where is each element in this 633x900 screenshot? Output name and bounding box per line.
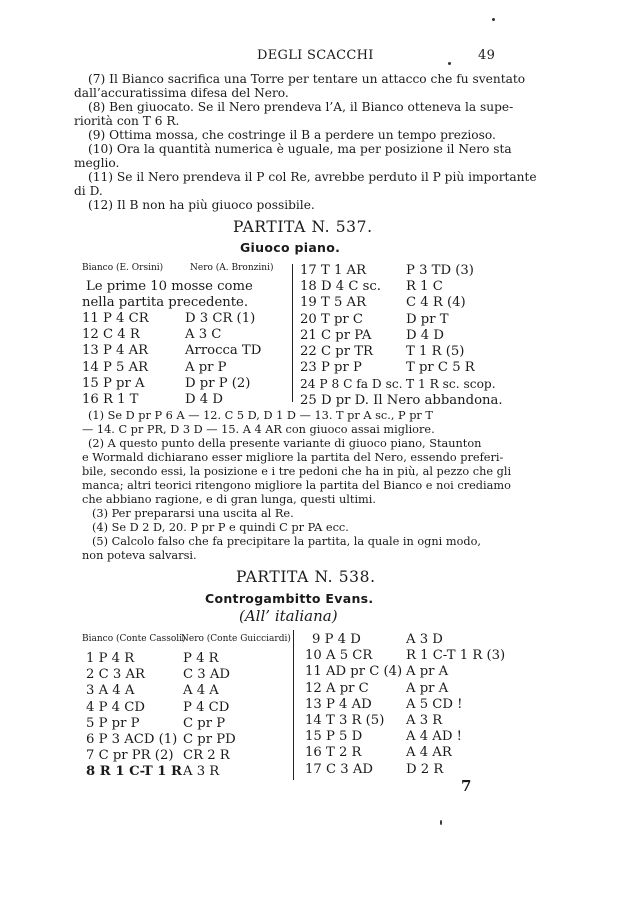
game-537-title: PARTITA N. 537. xyxy=(233,218,373,236)
black-move: A 4 AR xyxy=(406,745,452,761)
signature-mark: 7 xyxy=(461,777,472,795)
black-move: C 4 R (4) xyxy=(406,295,466,311)
black-move: A pr P xyxy=(185,359,227,375)
white-move: 15 P 5 D xyxy=(305,729,363,745)
ink-speck xyxy=(492,18,495,21)
black-move: T 1 R (5) xyxy=(406,343,465,359)
game-538-title: PARTITA N. 538. xyxy=(236,568,376,586)
note-537-1a: (1) Se D pr P 6 A — 12. C 5 D, D 1 D — 13. T pr A sc., P pr T xyxy=(88,409,433,422)
white-move: 22 C pr TR xyxy=(300,343,373,359)
black-move: C pr P xyxy=(183,715,226,731)
ink-speck xyxy=(440,820,442,825)
move-row xyxy=(305,632,525,648)
white-move: 15 P pr A xyxy=(82,375,145,391)
black-move: A 5 CD ! xyxy=(406,696,463,712)
move-row xyxy=(305,745,525,761)
black-move: A pr A xyxy=(406,664,449,680)
white-move: 25 D pr D. Il Nero abbandona. xyxy=(300,392,503,408)
black-move: R 1 C-T 1 R (3) xyxy=(406,648,506,664)
note-top-10b: meglio. xyxy=(74,156,120,170)
note-top-11b: di D. xyxy=(74,184,103,198)
note-top-11a: (11) Se il Nero prendeva il P col Re, avrebbe perduto il P più importante xyxy=(88,170,537,184)
move-row xyxy=(305,697,525,713)
black-move: T pr C 5 R xyxy=(406,360,475,376)
move-row xyxy=(86,732,286,748)
white-move: 7 C pr PR (2) xyxy=(86,748,174,764)
white-move: 4 P 4 CD xyxy=(86,699,145,715)
white-move: 12 C 4 R xyxy=(82,327,140,343)
game-537-intro-2: nella partita precedente. xyxy=(82,295,249,310)
black-move: C pr PD xyxy=(183,731,236,747)
move-row xyxy=(300,360,532,376)
white-move: 16 R 1 T xyxy=(82,391,139,407)
black-move: D pr T xyxy=(406,311,449,327)
running-head: DEGLI SCACCHI xyxy=(257,48,374,63)
white-move: 12 A pr C xyxy=(305,680,369,696)
move-row xyxy=(82,327,287,343)
note-537-1b: — 14. C pr PR, D 3 D — 15. A 4 AR con giuoco assai migliore. xyxy=(82,423,435,436)
move-row xyxy=(305,762,525,778)
game-538-black-player: Nero (Conte Guicciardi) xyxy=(181,634,291,644)
column-divider xyxy=(293,630,294,780)
black-move: A 3 C xyxy=(185,327,222,343)
white-move: 6 P 3 ACD (1) xyxy=(86,731,178,747)
move-row xyxy=(305,681,525,697)
white-move: 13 P 4 AR xyxy=(82,343,149,359)
black-move: A pr A xyxy=(406,680,449,696)
move-row xyxy=(300,312,532,328)
game-537-white-player: Bianco (E. Orsini) xyxy=(82,263,164,273)
move-row xyxy=(300,263,532,279)
move-row xyxy=(305,648,525,664)
black-move: T 1 R sc. scop. xyxy=(406,377,496,392)
move-row xyxy=(300,328,532,344)
game-538-opening: Controgambitto Evans. xyxy=(205,591,374,606)
move-row xyxy=(305,664,525,680)
move-row xyxy=(82,376,287,392)
move-row xyxy=(82,360,287,376)
black-move: P 4 CD xyxy=(183,699,230,715)
game-538-moves-right xyxy=(305,632,525,778)
move-row xyxy=(82,311,287,327)
note-top-12: (12) Il B non ha più giuoco possibile. xyxy=(88,198,315,212)
white-move: 13 P 4 AD xyxy=(305,696,372,712)
white-move: 1 P 4 R xyxy=(86,651,135,666)
note-top-7b: dall’accuratissima difesa del Nero. xyxy=(74,86,289,100)
white-move: 8 R 1 C-T 1 R xyxy=(86,764,183,780)
move-row xyxy=(86,683,286,699)
white-move: 20 T pr C xyxy=(300,311,363,327)
white-move: 24 P 8 C fa D sc. xyxy=(300,377,403,392)
white-move: 19 T 5 AR xyxy=(300,295,366,311)
white-move: 14 P 5 AR xyxy=(82,359,149,375)
white-move: 10 A 5 CR xyxy=(305,648,373,664)
move-row xyxy=(86,667,286,683)
black-move: D 4 D xyxy=(185,391,223,407)
move-row xyxy=(86,651,286,667)
black-move: A 3 R xyxy=(406,712,443,728)
note-top-10a: (10) Ora la quantità numerica è uguale, ma per posizione il Nero sta xyxy=(88,142,512,156)
move-row xyxy=(300,279,532,295)
white-move: 23 P pr P xyxy=(300,360,362,376)
note-top-8a: (8) Ben giuocato. Se il Nero prendeva l’A, il Bianco otteneva la supe- xyxy=(88,100,514,114)
note-537-2d: manca; altri teorici ritengono migliore la partita del Bianco e noi crediamo xyxy=(82,479,511,492)
black-move: D 3 CR (1) xyxy=(185,311,256,326)
black-move: D 2 R xyxy=(406,761,444,777)
white-move: 17 T 1 AR xyxy=(300,263,366,278)
move-row xyxy=(82,392,287,408)
note-537-2b: e Wormald dichiarano esser migliore la partita del Nero, essendo preferi- xyxy=(82,451,504,464)
black-move: CR 2 R xyxy=(183,748,230,764)
move-row xyxy=(300,376,532,392)
white-move: 16 T 2 R xyxy=(305,745,362,761)
game-538-moves-left xyxy=(86,651,286,781)
game-537-intro-1: Le prime 10 mosse come xyxy=(86,279,253,294)
note-537-2a: (2) A questo punto della presente variante di giuoco piano, Staunton xyxy=(88,437,482,450)
game-538-white-player: Bianco (Conte Cassoli) xyxy=(82,634,186,644)
move-row xyxy=(86,748,286,764)
page-number: 49 xyxy=(478,48,496,63)
move-row xyxy=(305,713,525,729)
white-move: 9 P 4 D xyxy=(312,632,361,647)
move-row xyxy=(300,393,532,409)
black-move: Arrocca TD xyxy=(185,343,262,359)
black-move: A 4 A xyxy=(183,683,219,699)
white-move: 14 T 3 R (5) xyxy=(305,712,385,728)
game-538-variant: (All’ italiana) xyxy=(239,607,338,625)
move-row xyxy=(86,700,286,716)
move-row xyxy=(300,295,532,311)
note-537-2c: bile, secondo essi, la posizione e i tre pedoni che ha in più, al pezzo che gli xyxy=(82,465,512,478)
move-row xyxy=(82,343,287,359)
game-537-moves-right xyxy=(300,263,532,409)
note-top-8b: riorità con T 6 R. xyxy=(74,114,180,128)
note-537-5a: (5) Calcolo falso che fa precipitare la partita, la quale in ogni modo, xyxy=(92,535,481,548)
note-537-4: (4) Se D 2 D, 20. P pr P e quindi C pr PA ecc. xyxy=(92,521,349,534)
black-move: A 4 AD ! xyxy=(406,729,462,745)
white-move: 5 P pr P xyxy=(86,715,140,731)
column-divider xyxy=(292,264,293,402)
white-move: 3 A 4 A xyxy=(86,683,135,699)
white-move: 11 P 4 CR xyxy=(82,311,149,326)
note-top-7a: (7) Il Bianco sacrifica una Torre per tentare un attacco che fu sventato xyxy=(88,72,526,86)
black-move: D 4 D xyxy=(406,327,444,343)
note-537-3: (3) Per prepararsi una uscita al Re. xyxy=(92,507,294,520)
black-move: A 3 D xyxy=(406,632,443,647)
move-row xyxy=(86,764,286,780)
black-move: P 4 R xyxy=(183,651,219,666)
note-top-9: (9) Ottima mossa, che costringe il B a perdere un tempo prezioso. xyxy=(88,128,496,142)
game-537-opening: Giuoco piano. xyxy=(240,240,341,255)
black-move: R 1 C xyxy=(406,279,443,295)
move-row xyxy=(305,729,525,745)
white-move: 18 D 4 C sc. xyxy=(300,279,381,295)
white-move: 11 AD pr C (4) xyxy=(305,664,403,680)
black-move: C 3 AD xyxy=(183,667,230,683)
move-row xyxy=(300,344,532,360)
black-move: D pr P (2) xyxy=(185,375,251,391)
note-537-2e: che abbiano ragione, e di gran lunga, questi ultimi. xyxy=(82,493,376,506)
black-move: P 3 TD (3) xyxy=(406,263,474,278)
game-537-black-player: Nero (A. Bronzini) xyxy=(190,263,274,273)
white-move: 17 C 3 AD xyxy=(305,761,373,777)
note-537-5b: non poteva salvarsi. xyxy=(82,549,197,562)
white-move: 21 C pr PA xyxy=(300,327,372,343)
move-row xyxy=(86,716,286,732)
ink-speck xyxy=(448,62,451,65)
black-move: A 3 R xyxy=(183,764,220,780)
white-move: 2 C 3 AR xyxy=(86,667,145,683)
game-537-moves-left xyxy=(82,311,287,408)
